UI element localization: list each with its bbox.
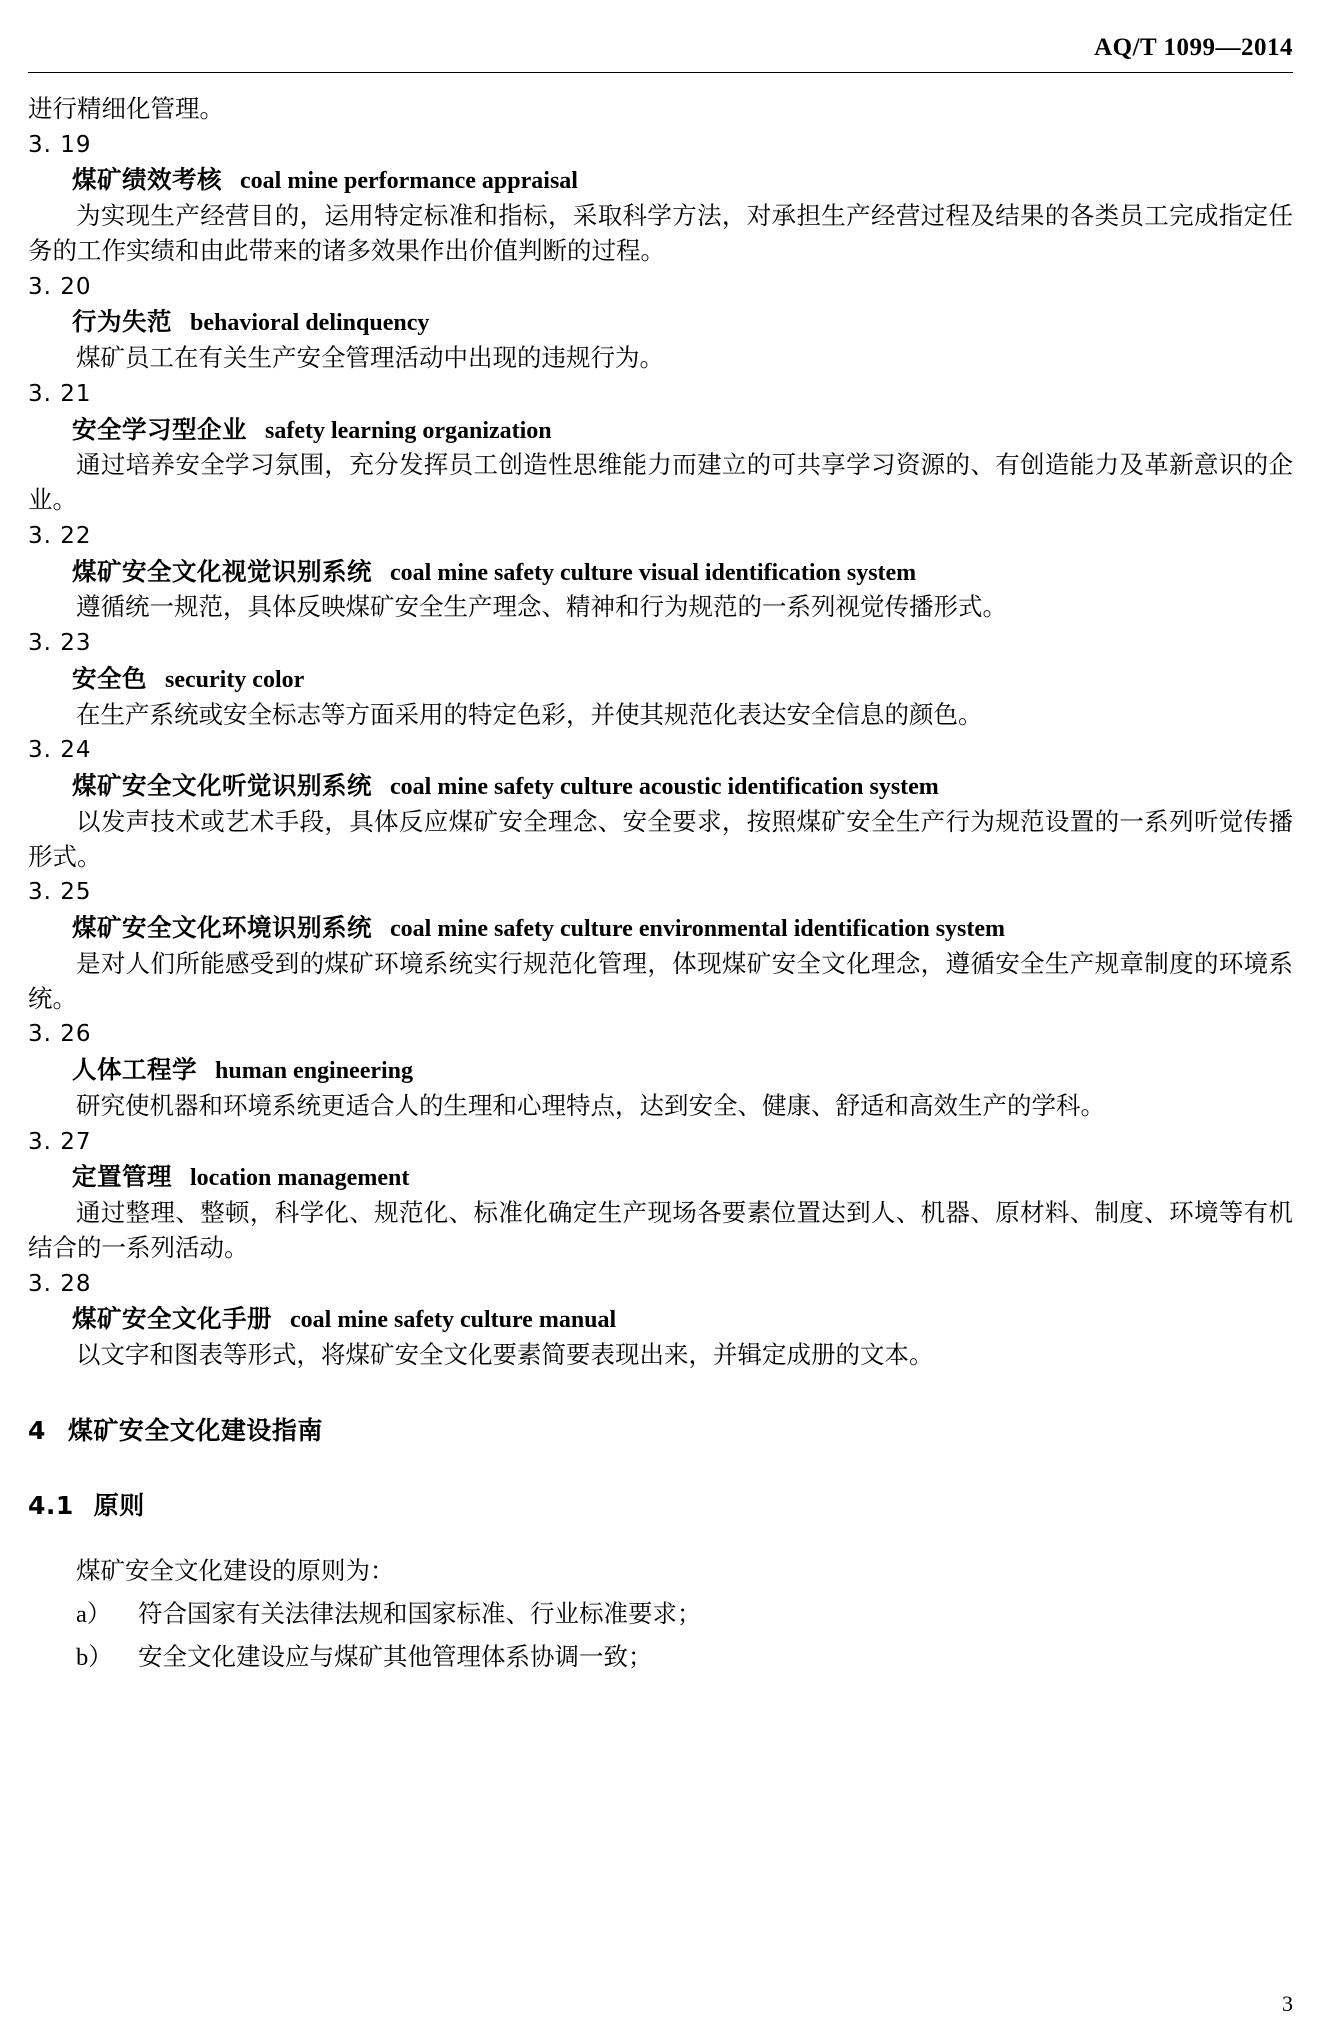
term-english: human engineering: [215, 1058, 414, 1085]
term-chinese: 煤矿绩效考核: [72, 165, 222, 195]
list-marker: b）: [76, 1644, 113, 1672]
page-header: [28, 28, 1293, 74]
clause-number: 3. 25: [28, 879, 92, 906]
subsection-number: 4.1: [28, 1491, 74, 1521]
term-chinese: 人体工程学: [72, 1055, 197, 1085]
term-english: behavioral delinquency: [190, 310, 430, 337]
term-chinese: 定置管理: [72, 1162, 172, 1192]
term-english: coal mine safety culture acoustic identification system: [390, 774, 939, 801]
clause-number: 3. 22: [28, 523, 92, 549]
header-divider: [28, 72, 1293, 73]
term-english: coal mine performance appraisal: [240, 168, 578, 195]
term-heading: [28, 305, 1293, 341]
term-chinese: 煤矿安全文化手册: [72, 1304, 272, 1334]
term-chinese: 安全学习型企业: [72, 414, 247, 444]
term-definition: 通过培养安全学习氛围，充分发挥员工创造性思维能力而建立的可共享学习资源的、有创造能力及革新意识的企业。: [28, 450, 1293, 515]
clause-number: 3. 27: [28, 1128, 92, 1155]
term-heading: [28, 662, 1293, 698]
subsection-heading: [28, 1488, 1293, 1524]
term-chinese: 行为失范: [72, 307, 172, 337]
page-content: [28, 74, 1293, 1676]
standard-code: AQ/T 1099—2014: [1094, 34, 1293, 61]
term-definition: 以文字和图表等形式，将煤矿安全文化要素简要表现出来，并辑定成册的文本。: [76, 1340, 934, 1370]
page-number: 3: [1282, 1991, 1293, 2016]
term-definition: 是对人们所能感受到的煤矿环境系统实行规范化管理，体现煤矿安全文化理念，遵循安全生产规章制度的环境系统。: [28, 948, 1293, 1013]
clause-number: 3. 20: [28, 273, 92, 300]
clause-number: 3. 24: [28, 737, 92, 764]
section-number: 4: [28, 1415, 46, 1445]
section-heading: [28, 1413, 1293, 1449]
term-english: coal mine safety culture manual: [290, 1307, 617, 1334]
subsection-lead: 煤矿安全文化建设的原则为：: [76, 1555, 395, 1585]
term-english: safety learning organization: [265, 417, 552, 444]
list-text: 符合国家有关法律法规和国家标准、行业标准要求；: [138, 1598, 702, 1628]
term-chinese: 煤矿安全文化环境识别系统: [72, 913, 372, 943]
term-heading: [28, 1302, 1293, 1338]
list-item: [28, 1640, 1293, 1676]
term-heading: [28, 555, 1293, 591]
clause-number: 3. 23: [28, 630, 92, 657]
clause-number: 3. 19: [28, 131, 92, 158]
term-english: coal mine safety culture visual identification system: [390, 559, 917, 586]
term-english: location management: [190, 1165, 410, 1192]
term-heading: [28, 769, 1293, 805]
term-definition: 为实现生产经营目的，运用特定标准和指标，采取科学方法，对承担生产经营过程及结果的各类员工完成指定任务的工作实绩和由此带来的诸多效果作出价值判断的过程。: [28, 201, 1293, 265]
term-heading: [28, 1160, 1293, 1196]
subsection-title: 原则: [93, 1491, 145, 1521]
term-definition: 通过整理、整顿，科学化、规范化、标准化确定生产现场各要素位置达到人、机器、原材料、制度、环境等有机结合的一系列活动。: [28, 1198, 1293, 1262]
clause-number: 3. 21: [28, 381, 92, 407]
term-chinese: 安全色: [72, 663, 147, 693]
list-marker: a）: [76, 1600, 112, 1628]
list-item: [28, 1597, 1293, 1633]
term-definition: 煤矿员工在有关生产安全管理活动中出现的违规行为。: [76, 343, 664, 373]
continuation-text: 进行精细化管理。: [28, 94, 224, 123]
term-heading: [28, 911, 1293, 947]
clause-number: 3. 28: [28, 1270, 92, 1297]
clause-number: 3. 26: [28, 1021, 92, 1048]
term-heading: [28, 1053, 1293, 1089]
section-title: 煤矿安全文化建设指南: [67, 1415, 323, 1445]
term-definition: 在生产系统或安全标志等方面采用的特定色彩，并使其规范化表达安全信息的颜色。: [76, 699, 983, 729]
term-heading: [28, 413, 1293, 449]
term-heading: [28, 163, 1293, 199]
term-chinese: 煤矿安全文化听觉识别系统: [72, 771, 372, 801]
term-definition: 遵循统一规范，具体反映煤矿安全生产理念、精神和行为规范的一系列视觉传播形式。: [76, 592, 1007, 622]
term-english: security color: [165, 666, 305, 693]
term-english: coal mine safety culture environmental identification system: [390, 916, 1006, 943]
term-definition: 研究使机器和环境系统更适合人的生理和心理特点，达到安全、健康、舒适和高效生产的学科。: [76, 1090, 1105, 1120]
list-text: 安全文化建设应与煤矿其他管理体系协调一致；: [138, 1642, 653, 1672]
term-definition: 以发声技术或艺术手段，具体反应煤矿安全理念、安全要求，按照煤矿安全生产行为规范设置的一系列听觉传播形式。: [28, 806, 1293, 871]
term-chinese: 煤矿安全文化视觉识别系统: [72, 556, 372, 586]
